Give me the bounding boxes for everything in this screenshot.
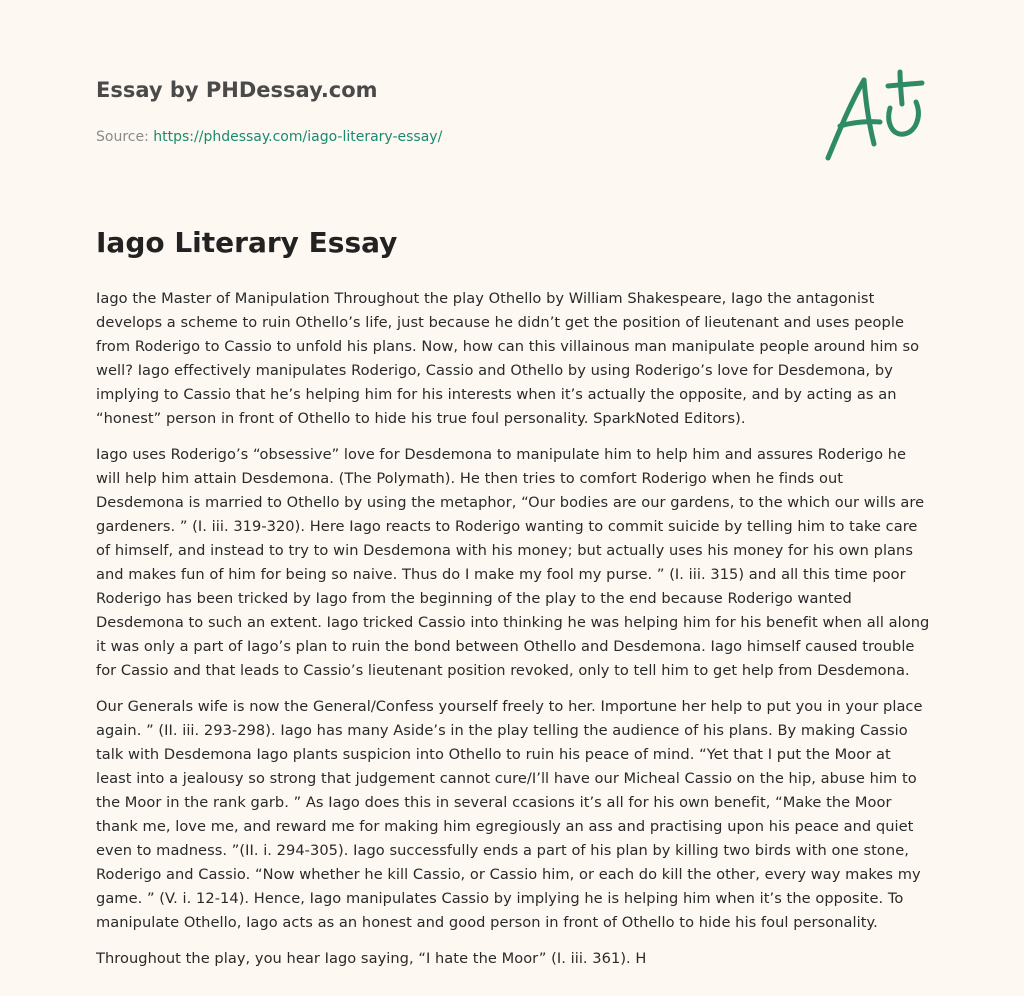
essay-title: Iago Literary Essay	[96, 226, 398, 259]
essay-paragraph: Iago the Master of Manipulation Throughout the play Othello by William Shakespeare, Iago the antagonist develops a scheme to ruin Othello’s life, just because he didn’t get the position of lieutenant and uses people from Roderigo to Cassio to unfold his plans. Now, how can this villainous man manipulate people around him so well? Iago effectively manipulates Roderigo, Cassio and Othello by using Roderigo’s love for Desdemona, by implying to Cassio that he’s helping him for his interests when it’s actually the opposite, and by acting as an “honest” person in front of Othello to hide his true foul personality. SparkNoted Editors).	[96, 290, 920, 427]
essay-paragraph: Iago uses Roderigo’s “obsessive” love for Desdemona to manipulate him to help him and assures Roderigo he will help him attain Desdemona. (The Polymath). He then tries to comfort Roderigo when he finds out Desdemona is married to Othello by using the metaphor, “Our bodies are our gardens, to the which our wills are gardeners. ” (I. iii. 319-320). Here Iago reacts to Roderigo wanting to commit suicide by telling him to take care of himself, and instead to try to win Desdemona with his money; but actually uses his money for his own plans and makes fun of him for being so naive. Thus do I make my fool my purse. ” (I. iii. 315) and all this time poor Roderigo has been tricked by Iago from the beginning of the play to the end because Roderigo wanted Desdemona to such an extent. Iago tricked Cassio into thinking he was helping him for his benefit when all along it was only a part of Iago’s plan to ruin the bond between Othello and Desdemona. Iago himself caused trouble for Cassio and that leads to Cassio’s lieutenant position revoked, only to tell him to get help from Desdemona.	[96, 446, 930, 679]
source-line	[96, 127, 796, 147]
essay-paragraph: Throughout the play, you hear Iago saying, “I hate the Moor” (I. iii. 361). H	[96, 950, 647, 967]
a-plus-grade-icon	[820, 66, 930, 166]
source-link[interactable]: https://phdessay.com/iago-literary-essay/	[153, 129, 443, 145]
site-title: Essay by PHDessay.com	[96, 78, 378, 102]
essay-paragraph: Our Generals wife is now the General/Confess yourself freely to her. Importune her help to put you in your place again. ” (II. iii. 293-298). Iago has many Aside’s in the play telling the audience of his plans. By making Cassio talk with Desdemona Iago plants suspicion into Othello to ruin his peace of mind. “Yet that I put the Moor at least into a jealousy so strong that judgement cannot cure/I’ll have our Micheal Cassio on the hip, abuse him to the Moor in the rank garb. ” As Iago does this in several ccasions it’s all for his own benefit, “Make the Moor thank me, love me, and reward me for making him egregiously an ass and practising upon his peace and quiet even to madness. ”(II. i. 294-305). Iago successfully ends a part of his plan by killing two birds with one stone, Roderigo and Cassio. “Now whether he kill Cassio, or Cassio him, or each do kill the other, every way makes my game. ” (V. i. 12-14). Hence, Iago manipulates Cassio by implying he is helping him when it’s the opposite. To manipulate Othello, Iago acts as an honest and good person in front of Othello to hide his foul personality.	[96, 698, 923, 931]
page-header	[96, 76, 796, 147]
essay-body	[96, 287, 930, 983]
source-label: Source:	[96, 129, 154, 145]
